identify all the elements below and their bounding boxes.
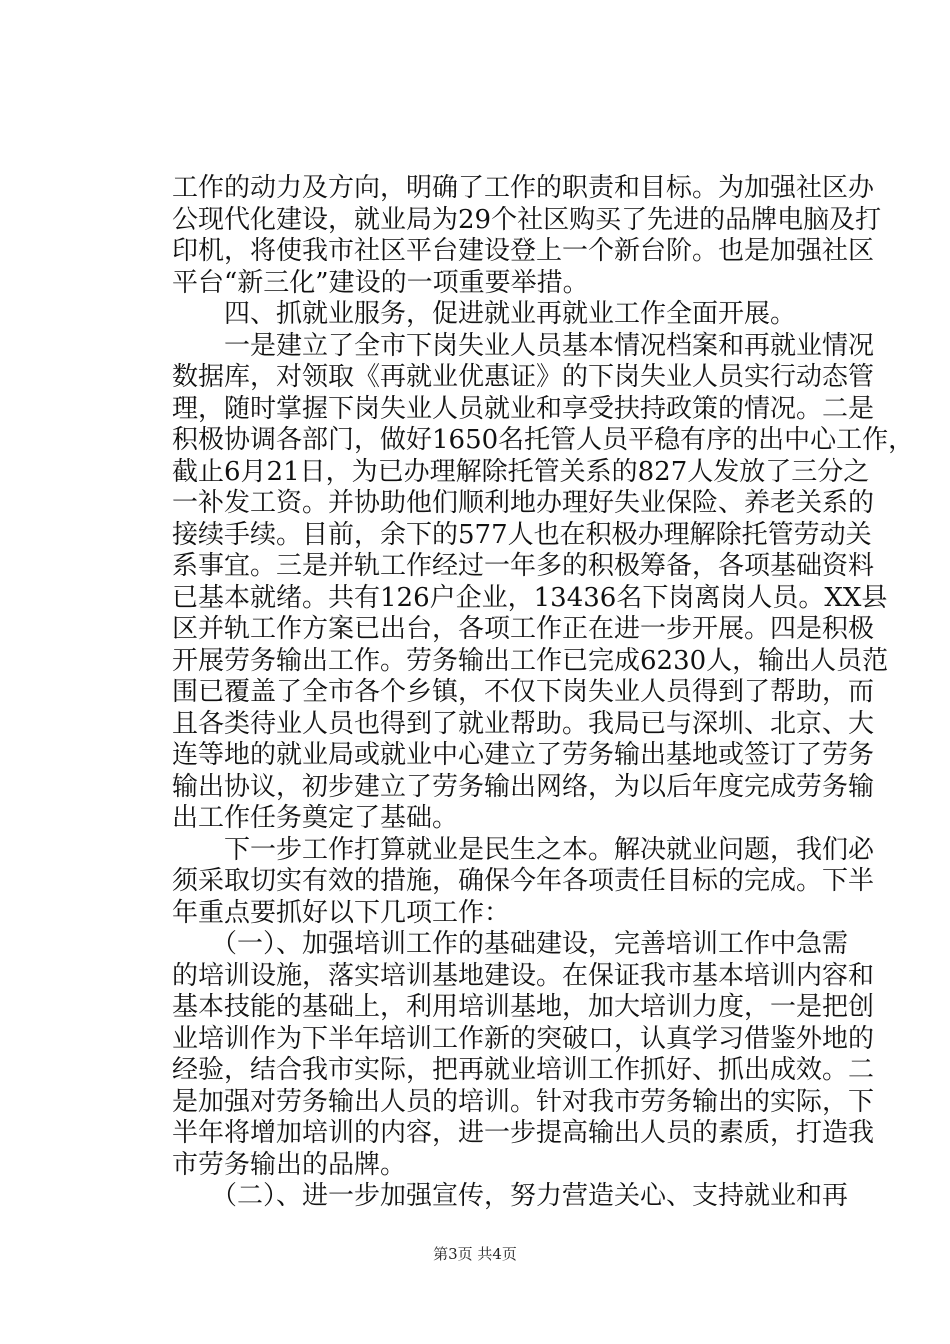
text-line: 截止6月21日，为已办理解除托管关系的827人发放了三分之 — [172, 456, 870, 487]
text-line: 市劳务输出的品牌。 — [172, 1149, 407, 1180]
text-line: 数据库，对领取《再就业优惠证》的下岗失业人员实行动态管 — [172, 362, 875, 392]
text-line: 且各类待业人员也得到了就业帮助。我局已与深圳、北京、大 — [172, 708, 875, 739]
text-line: 是加强对劳务输出人员的培训。针对我市劳务输出的实际，下 — [172, 1086, 875, 1117]
text-line: 系事宜。三是并轨工作经过一年多的积极筹备，各项基础资料 — [172, 551, 875, 581]
text-line: 积极协调各部门，做好1650名托管人员平稳有序的出中心工作， — [172, 425, 915, 455]
text-line: 基本技能的基础上，利用培训基地，加大培训力度，一是把创 — [172, 992, 875, 1022]
text-line: 理，随时掌握下岗失业人员就业和享受扶持政策的情况。二是 — [172, 393, 875, 424]
text-line: 半年将增加培训的内容，进一步提高输出人员的素质，打造我 — [172, 1118, 875, 1148]
text-line: （一）、加强培训工作的基础建设，完善培训工作中急需 — [172, 929, 849, 959]
text-line: 工作的动力及方向，明确了工作的职责和目标。为加强社区办 — [172, 173, 875, 203]
text-line: 开展劳务输出工作。劳务输出工作已完成6230人，输出人员范 — [172, 645, 889, 676]
text-line: 经验，结合我市实际，把再就业培训工作抓好、抓出成效。二 — [172, 1055, 875, 1085]
text-line: 印机，将使我市社区平台建设登上一个新台阶。也是加强社区 — [172, 236, 875, 266]
text-line: （二）、进一步加强宣传，努力营造关心、支持就业和再 — [172, 1181, 849, 1211]
text-line: 输出协议，初步建立了劳务输出网络，为以后年度完成劳务输 — [172, 771, 875, 802]
text-line: 围已覆盖了全市各个乡镇，不仅下岗失业人员得到了帮助，而 — [172, 677, 875, 707]
text-line: 已基本就绪。共有126户企业，13436名下岗离岗人员。XX县 — [172, 582, 888, 613]
text-line: 下一步工作打算就业是民生之本。解决就业问题，我们必 — [172, 834, 875, 865]
text-line: 公现代化建设，就业局为29个社区购买了先进的品牌电脑及打 — [172, 204, 882, 235]
text-line: 一补发工资。并协助他们顺利地办理好失业保险、养老关系的 — [172, 488, 875, 518]
text-line: 年重点要抓好以下几项工作： — [172, 897, 511, 928]
text-line: 须采取切实有效的措施，确保今年各项责任目标的完成。下半 — [172, 866, 875, 896]
page-footer: 第3页 共4页 — [433, 1245, 517, 1263]
text-line: 业培训作为下半年培训工作新的突破口，认真学习借鉴外地的 — [172, 1023, 875, 1054]
text-line: 区并轨工作方案已出台，各项工作正在进一步开展。四是积极 — [172, 614, 875, 644]
text-line: 接续手续。目前，余下的577人也在积极办理解除托管劳动关 — [172, 519, 872, 550]
text-line: 的培训设施，落实培训基地建设。在保证我市基本培训内容和 — [172, 960, 875, 991]
text-line: 一是建立了全市下岗失业人员基本情况档案和再就业情况 — [172, 330, 875, 361]
section-heading: 四、抓就业服务，促进就业再就业工作全面开展。 — [172, 299, 797, 329]
text-line: 平台“新三化”建设的一项重要举措。 — [172, 267, 589, 298]
text-line: 连等地的就业局或就业中心建立了劳务输出基地或签订了劳务 — [172, 740, 875, 770]
text-line: 出工作任务奠定了基础。 — [172, 803, 459, 833]
